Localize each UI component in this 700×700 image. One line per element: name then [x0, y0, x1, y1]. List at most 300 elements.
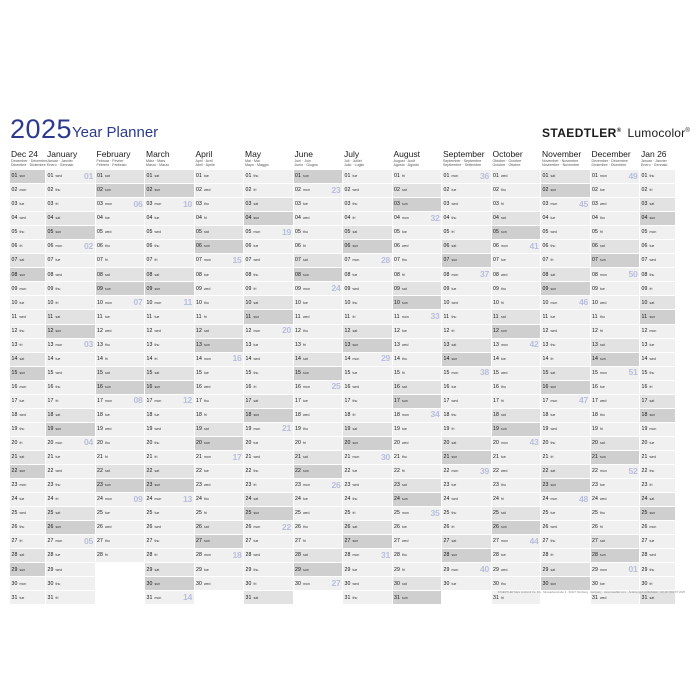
day-cell[interactable]	[541, 465, 590, 479]
day-cell[interactable]	[541, 549, 590, 563]
day-cell[interactable]	[640, 479, 675, 493]
day-cell[interactable]	[541, 254, 590, 268]
day-cell[interactable]	[492, 184, 541, 198]
day-cell[interactable]	[442, 563, 491, 577]
day-cell[interactable]	[343, 409, 392, 423]
day-cell[interactable]	[343, 451, 392, 465]
day-cell[interactable]	[294, 549, 343, 563]
day-cell[interactable]	[541, 170, 590, 184]
day-cell[interactable]	[145, 493, 194, 507]
day-cell[interactable]	[591, 226, 640, 240]
day-cell[interactable]	[10, 282, 45, 296]
day-cell[interactable]	[591, 170, 640, 184]
day-cell[interactable]	[640, 437, 675, 451]
day-cell[interactable]	[46, 591, 95, 605]
day-cell[interactable]	[343, 549, 392, 563]
day-cell[interactable]	[442, 423, 491, 437]
day-cell[interactable]	[10, 451, 45, 465]
day-cell[interactable]	[244, 409, 293, 423]
day-cell[interactable]	[492, 409, 541, 423]
day-cell[interactable]	[145, 437, 194, 451]
day-cell[interactable]	[640, 395, 675, 409]
day-cell[interactable]	[393, 296, 442, 310]
day-cell[interactable]	[294, 353, 343, 367]
day-cell[interactable]	[46, 353, 95, 367]
day-cell[interactable]	[10, 240, 45, 254]
day-cell[interactable]	[591, 507, 640, 521]
day-cell[interactable]	[591, 296, 640, 310]
day-cell[interactable]	[145, 591, 194, 605]
day-cell[interactable]	[492, 507, 541, 521]
day-cell[interactable]	[442, 240, 491, 254]
day-cell[interactable]	[541, 198, 590, 212]
day-cell[interactable]	[46, 381, 95, 395]
day-cell[interactable]	[294, 170, 343, 184]
day-cell[interactable]	[591, 395, 640, 409]
day-cell[interactable]	[195, 212, 244, 226]
day-cell[interactable]	[10, 212, 45, 226]
day-cell[interactable]	[244, 535, 293, 549]
day-cell[interactable]	[343, 577, 392, 591]
day-cell[interactable]	[393, 268, 442, 282]
day-cell[interactable]	[541, 282, 590, 296]
day-cell[interactable]	[591, 437, 640, 451]
day-cell[interactable]	[145, 268, 194, 282]
day-cell[interactable]	[442, 577, 491, 591]
day-cell[interactable]	[244, 563, 293, 577]
day-cell[interactable]	[96, 325, 145, 339]
day-cell[interactable]	[640, 451, 675, 465]
day-cell[interactable]	[442, 268, 491, 282]
day-cell[interactable]	[640, 521, 675, 535]
day-cell[interactable]	[640, 535, 675, 549]
day-cell[interactable]	[195, 184, 244, 198]
day-cell[interactable]	[244, 325, 293, 339]
day-cell[interactable]	[492, 310, 541, 324]
day-cell[interactable]	[10, 521, 45, 535]
day-cell[interactable]	[591, 409, 640, 423]
day-cell[interactable]	[244, 296, 293, 310]
day-cell[interactable]	[244, 226, 293, 240]
day-cell[interactable]	[145, 254, 194, 268]
day-cell[interactable]	[442, 493, 491, 507]
day-cell[interactable]	[10, 310, 45, 324]
day-cell[interactable]	[541, 409, 590, 423]
day-cell[interactable]	[244, 240, 293, 254]
day-cell[interactable]	[541, 381, 590, 395]
day-cell[interactable]	[46, 282, 95, 296]
day-cell[interactable]	[541, 226, 590, 240]
day-cell[interactable]	[10, 395, 45, 409]
day-cell[interactable]	[244, 465, 293, 479]
day-cell[interactable]	[640, 549, 675, 563]
day-cell[interactable]	[541, 437, 590, 451]
day-cell[interactable]	[294, 395, 343, 409]
day-cell[interactable]	[10, 479, 45, 493]
day-cell[interactable]	[591, 339, 640, 353]
day-cell[interactable]	[96, 353, 145, 367]
day-cell[interactable]	[145, 577, 194, 591]
day-cell[interactable]	[244, 198, 293, 212]
day-cell[interactable]	[195, 395, 244, 409]
day-cell[interactable]	[195, 451, 244, 465]
day-cell[interactable]	[492, 268, 541, 282]
day-cell[interactable]	[96, 212, 145, 226]
day-cell[interactable]	[10, 409, 45, 423]
day-cell[interactable]	[640, 212, 675, 226]
day-cell[interactable]	[343, 240, 392, 254]
day-cell[interactable]	[294, 507, 343, 521]
day-cell[interactable]	[145, 339, 194, 353]
day-cell[interactable]	[145, 367, 194, 381]
day-cell[interactable]	[343, 381, 392, 395]
day-cell[interactable]	[10, 296, 45, 310]
day-cell[interactable]	[492, 254, 541, 268]
day-cell[interactable]	[145, 395, 194, 409]
day-cell[interactable]	[442, 409, 491, 423]
day-cell[interactable]	[145, 353, 194, 367]
day-cell[interactable]	[195, 535, 244, 549]
day-cell[interactable]	[294, 437, 343, 451]
day-cell[interactable]	[10, 423, 45, 437]
day-cell[interactable]	[195, 423, 244, 437]
day-cell[interactable]	[393, 226, 442, 240]
day-cell[interactable]	[46, 437, 95, 451]
day-cell[interactable]	[343, 310, 392, 324]
day-cell[interactable]	[96, 339, 145, 353]
day-cell[interactable]	[640, 381, 675, 395]
day-cell[interactable]	[393, 212, 442, 226]
day-cell[interactable]	[46, 212, 95, 226]
day-cell[interactable]	[96, 521, 145, 535]
day-cell[interactable]	[591, 423, 640, 437]
day-cell[interactable]	[492, 381, 541, 395]
day-cell[interactable]	[96, 423, 145, 437]
day-cell[interactable]	[442, 535, 491, 549]
day-cell[interactable]	[640, 268, 675, 282]
day-cell[interactable]	[145, 409, 194, 423]
day-cell[interactable]	[96, 198, 145, 212]
day-cell[interactable]	[343, 339, 392, 353]
day-cell[interactable]	[343, 465, 392, 479]
day-cell[interactable]	[343, 198, 392, 212]
day-cell[interactable]	[294, 423, 343, 437]
day-cell[interactable]	[10, 226, 45, 240]
day-cell[interactable]	[492, 465, 541, 479]
day-cell[interactable]	[195, 353, 244, 367]
day-cell[interactable]	[393, 395, 442, 409]
day-cell[interactable]	[10, 465, 45, 479]
day-cell[interactable]	[640, 198, 675, 212]
day-cell[interactable]	[96, 226, 145, 240]
day-cell[interactable]	[195, 381, 244, 395]
day-cell[interactable]	[393, 339, 442, 353]
day-cell[interactable]	[343, 296, 392, 310]
day-cell[interactable]	[591, 465, 640, 479]
day-cell[interactable]	[492, 339, 541, 353]
day-cell[interactable]	[343, 437, 392, 451]
day-cell[interactable]	[640, 493, 675, 507]
day-cell[interactable]	[442, 296, 491, 310]
day-cell[interactable]	[145, 521, 194, 535]
day-cell[interactable]	[492, 437, 541, 451]
day-cell[interactable]	[343, 521, 392, 535]
day-cell[interactable]	[393, 353, 442, 367]
day-cell[interactable]	[145, 381, 194, 395]
day-cell[interactable]	[393, 507, 442, 521]
day-cell[interactable]	[492, 170, 541, 184]
day-cell[interactable]	[46, 325, 95, 339]
day-cell[interactable]	[46, 549, 95, 563]
day-cell[interactable]	[10, 437, 45, 451]
day-cell[interactable]	[591, 353, 640, 367]
day-cell[interactable]	[343, 395, 392, 409]
day-cell[interactable]	[393, 591, 442, 605]
day-cell[interactable]	[145, 549, 194, 563]
day-cell[interactable]	[343, 282, 392, 296]
day-cell[interactable]	[46, 479, 95, 493]
day-cell[interactable]	[10, 198, 45, 212]
day-cell[interactable]	[492, 577, 541, 591]
day-cell[interactable]	[195, 339, 244, 353]
day-cell[interactable]	[640, 254, 675, 268]
day-cell[interactable]	[96, 367, 145, 381]
day-cell[interactable]	[195, 549, 244, 563]
day-cell[interactable]	[442, 521, 491, 535]
day-cell[interactable]	[393, 170, 442, 184]
day-cell[interactable]	[541, 535, 590, 549]
day-cell[interactable]	[96, 535, 145, 549]
day-cell[interactable]	[393, 451, 442, 465]
day-cell[interactable]	[294, 240, 343, 254]
day-cell[interactable]	[195, 409, 244, 423]
day-cell[interactable]	[244, 577, 293, 591]
day-cell[interactable]	[541, 507, 590, 521]
day-cell[interactable]	[96, 254, 145, 268]
day-cell[interactable]	[343, 563, 392, 577]
day-cell[interactable]	[492, 282, 541, 296]
day-cell[interactable]	[10, 268, 45, 282]
day-cell[interactable]	[541, 451, 590, 465]
day-cell[interactable]	[541, 563, 590, 577]
day-cell[interactable]	[10, 325, 45, 339]
day-cell[interactable]	[442, 226, 491, 240]
day-cell[interactable]	[244, 451, 293, 465]
day-cell[interactable]	[591, 563, 640, 577]
day-cell[interactable]	[294, 479, 343, 493]
day-cell[interactable]	[492, 423, 541, 437]
day-cell[interactable]	[10, 493, 45, 507]
day-cell[interactable]	[343, 212, 392, 226]
day-cell[interactable]	[591, 310, 640, 324]
day-cell[interactable]	[541, 521, 590, 535]
day-cell[interactable]	[442, 479, 491, 493]
day-cell[interactable]	[10, 367, 45, 381]
day-cell[interactable]	[492, 395, 541, 409]
day-cell[interactable]	[96, 184, 145, 198]
day-cell[interactable]	[492, 535, 541, 549]
day-cell[interactable]	[145, 240, 194, 254]
day-cell[interactable]	[640, 423, 675, 437]
day-cell[interactable]	[640, 310, 675, 324]
day-cell[interactable]	[591, 367, 640, 381]
day-cell[interactable]	[492, 240, 541, 254]
day-cell[interactable]	[145, 563, 194, 577]
day-cell[interactable]	[591, 254, 640, 268]
day-cell[interactable]	[294, 198, 343, 212]
day-cell[interactable]	[442, 254, 491, 268]
day-cell[interactable]	[244, 310, 293, 324]
day-cell[interactable]	[442, 549, 491, 563]
day-cell[interactable]	[541, 325, 590, 339]
day-cell[interactable]	[393, 282, 442, 296]
day-cell[interactable]	[10, 184, 45, 198]
day-cell[interactable]	[591, 479, 640, 493]
day-cell[interactable]	[442, 465, 491, 479]
day-cell[interactable]	[640, 563, 675, 577]
day-cell[interactable]	[541, 395, 590, 409]
day-cell[interactable]	[343, 535, 392, 549]
day-cell[interactable]	[393, 423, 442, 437]
day-cell[interactable]	[393, 479, 442, 493]
day-cell[interactable]	[591, 282, 640, 296]
day-cell[interactable]	[244, 282, 293, 296]
day-cell[interactable]	[10, 381, 45, 395]
day-cell[interactable]	[294, 296, 343, 310]
day-cell[interactable]	[541, 479, 590, 493]
day-cell[interactable]	[244, 367, 293, 381]
day-cell[interactable]	[195, 254, 244, 268]
day-cell[interactable]	[393, 521, 442, 535]
day-cell[interactable]	[393, 465, 442, 479]
day-cell[interactable]	[343, 268, 392, 282]
day-cell[interactable]	[195, 282, 244, 296]
day-cell[interactable]	[640, 240, 675, 254]
day-cell[interactable]	[46, 577, 95, 591]
day-cell[interactable]	[46, 170, 95, 184]
day-cell[interactable]	[46, 451, 95, 465]
day-cell[interactable]	[442, 339, 491, 353]
day-cell[interactable]	[96, 409, 145, 423]
day-cell[interactable]	[541, 577, 590, 591]
day-cell[interactable]	[591, 521, 640, 535]
day-cell[interactable]	[393, 493, 442, 507]
day-cell[interactable]	[343, 254, 392, 268]
day-cell[interactable]	[244, 395, 293, 409]
day-cell[interactable]	[541, 240, 590, 254]
day-cell[interactable]	[46, 198, 95, 212]
day-cell[interactable]	[244, 170, 293, 184]
day-cell[interactable]	[294, 325, 343, 339]
day-cell[interactable]	[294, 381, 343, 395]
day-cell[interactable]	[442, 353, 491, 367]
day-cell[interactable]	[145, 296, 194, 310]
day-cell[interactable]	[46, 310, 95, 324]
day-cell[interactable]	[10, 254, 45, 268]
day-cell[interactable]	[294, 282, 343, 296]
day-cell[interactable]	[195, 577, 244, 591]
day-cell[interactable]	[195, 296, 244, 310]
day-cell[interactable]	[195, 170, 244, 184]
day-cell[interactable]	[442, 184, 491, 198]
day-cell[interactable]	[492, 212, 541, 226]
day-cell[interactable]	[46, 184, 95, 198]
day-cell[interactable]	[442, 325, 491, 339]
day-cell[interactable]	[343, 479, 392, 493]
day-cell[interactable]	[591, 577, 640, 591]
day-cell[interactable]	[195, 198, 244, 212]
day-cell[interactable]	[46, 226, 95, 240]
day-cell[interactable]	[591, 325, 640, 339]
day-cell[interactable]	[96, 395, 145, 409]
day-cell[interactable]	[442, 437, 491, 451]
day-cell[interactable]	[591, 493, 640, 507]
day-cell[interactable]	[145, 198, 194, 212]
day-cell[interactable]	[442, 381, 491, 395]
day-cell[interactable]	[46, 507, 95, 521]
day-cell[interactable]	[96, 296, 145, 310]
day-cell[interactable]	[46, 563, 95, 577]
day-cell[interactable]	[640, 507, 675, 521]
day-cell[interactable]	[492, 493, 541, 507]
day-cell[interactable]	[145, 423, 194, 437]
day-cell[interactable]	[294, 577, 343, 591]
day-cell[interactable]	[393, 184, 442, 198]
day-cell[interactable]	[195, 367, 244, 381]
day-cell[interactable]	[640, 296, 675, 310]
day-cell[interactable]	[244, 423, 293, 437]
day-cell[interactable]	[244, 507, 293, 521]
day-cell[interactable]	[46, 535, 95, 549]
day-cell[interactable]	[591, 451, 640, 465]
day-cell[interactable]	[145, 325, 194, 339]
day-cell[interactable]	[640, 465, 675, 479]
day-cell[interactable]	[46, 493, 95, 507]
day-cell[interactable]	[10, 353, 45, 367]
day-cell[interactable]	[591, 212, 640, 226]
day-cell[interactable]	[195, 493, 244, 507]
day-cell[interactable]	[46, 339, 95, 353]
day-cell[interactable]	[541, 184, 590, 198]
day-cell[interactable]	[393, 254, 442, 268]
day-cell[interactable]	[393, 535, 442, 549]
day-cell[interactable]	[492, 296, 541, 310]
day-cell[interactable]	[244, 268, 293, 282]
day-cell[interactable]	[492, 549, 541, 563]
day-cell[interactable]	[393, 240, 442, 254]
day-cell[interactable]	[343, 325, 392, 339]
day-cell[interactable]	[442, 310, 491, 324]
day-cell[interactable]	[96, 479, 145, 493]
day-cell[interactable]	[96, 493, 145, 507]
day-cell[interactable]	[145, 170, 194, 184]
day-cell[interactable]	[294, 226, 343, 240]
day-cell[interactable]	[96, 549, 145, 563]
day-cell[interactable]	[492, 353, 541, 367]
day-cell[interactable]	[343, 226, 392, 240]
day-cell[interactable]	[393, 381, 442, 395]
day-cell[interactable]	[244, 353, 293, 367]
day-cell[interactable]	[640, 170, 675, 184]
day-cell[interactable]	[96, 268, 145, 282]
day-cell[interactable]	[294, 339, 343, 353]
day-cell[interactable]	[244, 339, 293, 353]
day-cell[interactable]	[244, 493, 293, 507]
day-cell[interactable]	[46, 240, 95, 254]
day-cell[interactable]	[195, 240, 244, 254]
day-cell[interactable]	[640, 282, 675, 296]
day-cell[interactable]	[46, 465, 95, 479]
